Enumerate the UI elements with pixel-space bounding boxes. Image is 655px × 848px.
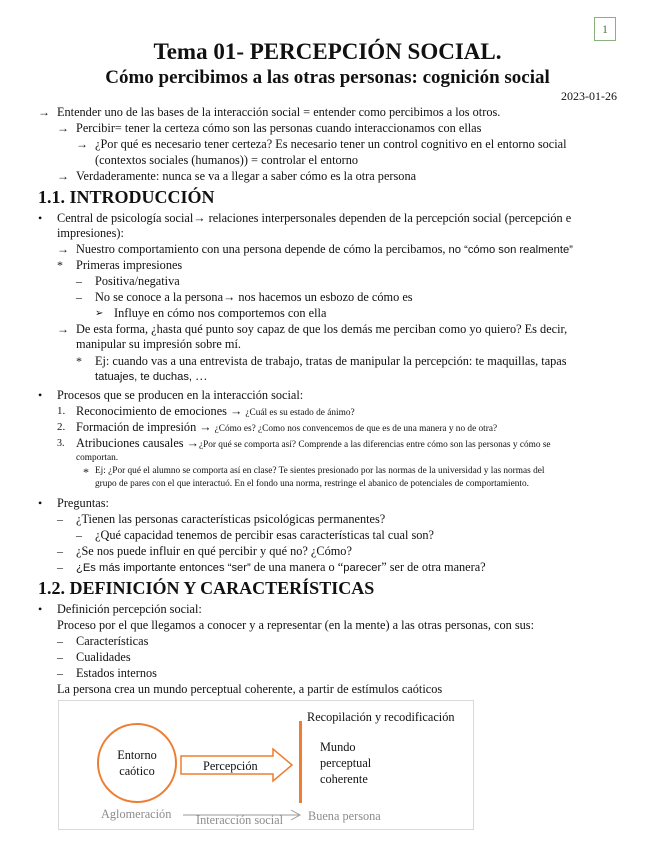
s1-question-3 [76, 560, 486, 576]
arrow-icon: → [57, 169, 69, 183]
s1-star-1: Primeras impresiones [76, 258, 183, 272]
s1-process-2-label: Formación de impresión [76, 420, 197, 434]
dash-icon: – [76, 528, 82, 542]
diagram-circle-line-2: caótico [119, 764, 155, 778]
dash-icon: – [57, 560, 63, 574]
dash-icon: – [57, 666, 63, 680]
diagram-result-line-1: Mundo [320, 740, 356, 754]
page-date: 2023-01-26 [561, 89, 617, 103]
s2-dash-1: Características [76, 634, 149, 648]
intro-line-3b: (contextos sociales (humanos)) = controlar el entorno [95, 153, 359, 167]
bullet-icon: • [38, 388, 43, 402]
intro-line-2: Percibir= tener la certeza cómo son las personas cuando interaccionamos con ellas [76, 121, 482, 135]
diagram-divider-bar [299, 721, 302, 803]
s1-process-2 [76, 420, 497, 435]
intro-line-4: Verdaderamente: nunca se va a llegar a saber cómo es la otra persona [76, 169, 417, 183]
dash-icon: – [57, 650, 63, 664]
star-icon: * [83, 465, 89, 479]
s1-star-2b-ellipsis: … [192, 369, 208, 383]
arrow-icon: → [199, 420, 212, 434]
s1-question-1: ¿Tienen las personas características psicológicas permanentes? [76, 512, 386, 526]
bullet-icon: • [38, 211, 43, 225]
arrow-icon: → [38, 105, 50, 119]
s1-star-2: Ej: cuando vas a una entrevista de trabajo, tratas de manipular la percepción: te maquillas, tapas [95, 354, 567, 368]
s1-process-2-note: ¿Cómo es? ¿Como nos convencemos de que es de una manera y no de otra? [214, 424, 498, 434]
diagram-circle-line-1: Entorno [117, 748, 157, 762]
s1-arrow-1-text: Nuestro comportamiento con una persona depende de cómo la percibamos, [76, 242, 449, 256]
arrow-icon: → [186, 436, 199, 450]
intro-line-3: ¿Por qué es necesario tener certeza? Es necesario tener un control cognitivo en el entorno social [95, 137, 567, 151]
s2-paragraph-1: Proceso por el que llegamos a conocer y a representar (en la mente) a las otras personas, con sus: [57, 618, 535, 632]
s1-process-1 [76, 404, 355, 419]
s1-bullet-1b: impresiones): [57, 226, 124, 240]
list-number-1: 1. [57, 405, 66, 417]
s1-triangle-1: Influye en cómo nos comportemos con ella [114, 306, 327, 320]
perception-diagram [58, 700, 474, 830]
diagram-chaotic-circle [97, 723, 177, 803]
s1-process-3-note-b: comportan. [76, 453, 119, 463]
s1-question-3-c: parecer [343, 562, 382, 574]
list-number-2: 2. [57, 421, 66, 433]
page-subtitle: Cómo percibimos a las otras personas: cognición social [105, 67, 550, 88]
s1-process-3-note: ¿Por qué se comporta así? Comprende a las diferencias entre cómo son las personas y cómo se [198, 440, 551, 450]
triangle-bullet-icon: ➢ [95, 308, 104, 319]
page-title: Tema 01- PERCEPCIÓN SOCIAL. [153, 39, 502, 64]
s1-star-2b-text: tatuajes, te duchas, [95, 371, 193, 383]
star-icon: * [57, 258, 63, 272]
diagram-top-label: Recopilación y recodificación [307, 710, 455, 724]
s1-arrow-2b: manipular su impresión sobre mí. [76, 337, 241, 351]
s1-example-3: Ej: ¿Por qué el alumno se comporta así en clase? Te sientes presionado por las normas de la universidad y las normas del [95, 466, 545, 476]
s1-bullet-2: Procesos que se producen en la interacción social: [57, 388, 304, 402]
s1-question-2: ¿Se nos puede influir en qué percibir y qué no? ¿Cómo? [76, 544, 352, 558]
arrow-icon: → [76, 137, 88, 151]
s1-process-1-label: Reconocimiento de emociones [76, 404, 227, 418]
s1-example-3b: grupo de pares con el que interactuó. En el fondo una norma, restringe el abanico de potenciales de comportamiento. [95, 479, 529, 489]
dash-icon: – [57, 512, 63, 526]
s1-dash-1: Positiva/negativa [95, 274, 180, 288]
dash-icon: – [76, 290, 82, 304]
s2-dash-2: Cualidades [76, 650, 131, 664]
s1-question-3-a: ¿Es más importante entonces “ser” [76, 562, 251, 574]
s1-star-2b [95, 369, 207, 385]
dash-icon: – [76, 274, 82, 288]
s1-bullet-1: Central de psicología social→ relaciones interpersonales dependen de la percepción social (percepción e [57, 211, 572, 225]
page-number: 1 [594, 17, 616, 41]
section-heading-introduccion: 1.1. INTRODUCCIÓN [38, 187, 215, 207]
bullet-icon: • [38, 602, 43, 616]
arrow-icon: → [57, 242, 69, 256]
dash-icon: – [57, 544, 63, 558]
s2-paragraph-2: La persona crea un mundo perceptual coherente, a partir de estímulos caóticos [57, 682, 443, 696]
s1-arrow-1-emphasis: no “cómo son realmente” [448, 244, 573, 256]
list-number-3: 3. [57, 438, 65, 449]
bullet-icon: • [38, 496, 43, 510]
section-heading-definicion: 1.2. DEFINICIÓN Y CARACTERÍSTICAS [38, 578, 375, 598]
diagram-result-line-2: perceptual [320, 756, 372, 770]
diagram-result-line-3: coherente [320, 772, 368, 786]
s1-question-3-d: ” ser de otra manera? [381, 560, 486, 574]
diagram-circle-text [117, 747, 157, 779]
s2-dash-3: Estados internos [76, 666, 157, 680]
s1-process-3 [76, 436, 551, 451]
s1-process-1-note: ¿Cuál es su estado de ánimo? [245, 408, 355, 418]
arrow-icon: → [230, 404, 243, 418]
dash-icon: – [57, 634, 63, 648]
arrow-icon: → [57, 322, 69, 336]
s1-question-3-b: de una manera o “ [250, 560, 344, 574]
s1-process-3-label: Atribuciones causales [76, 436, 184, 450]
diagram-bottom-right: Buena persona [308, 809, 381, 823]
diagram-bottom-mid: Interacción social [196, 813, 284, 827]
s1-arrow-1 [76, 242, 573, 258]
s1-question-1a: ¿Qué capacidad tenemos de percibir esas características tal cual son? [95, 528, 435, 542]
s1-arrow-2: De esta forma, ¿hasta qué punto soy capaz de que los demás me perciban como yo quiero? Es decir, [76, 322, 568, 336]
diagram-bottom-left: Aglomeración [101, 807, 172, 821]
s1-dash-2: No se conoce a la persona→ nos hacemos un esbozo de cómo es [95, 290, 413, 304]
s1-bullet-3: Preguntas: [57, 496, 109, 510]
s2-bullet-1: Definición percepción social: [57, 602, 202, 616]
diagram-arrow-label: Percepción [203, 759, 258, 773]
star-icon: * [76, 354, 82, 368]
arrow-icon: → [57, 121, 69, 135]
intro-line-1: Entender uno de las bases de la interacción social = entender como percibimos a los otros. [57, 105, 501, 119]
